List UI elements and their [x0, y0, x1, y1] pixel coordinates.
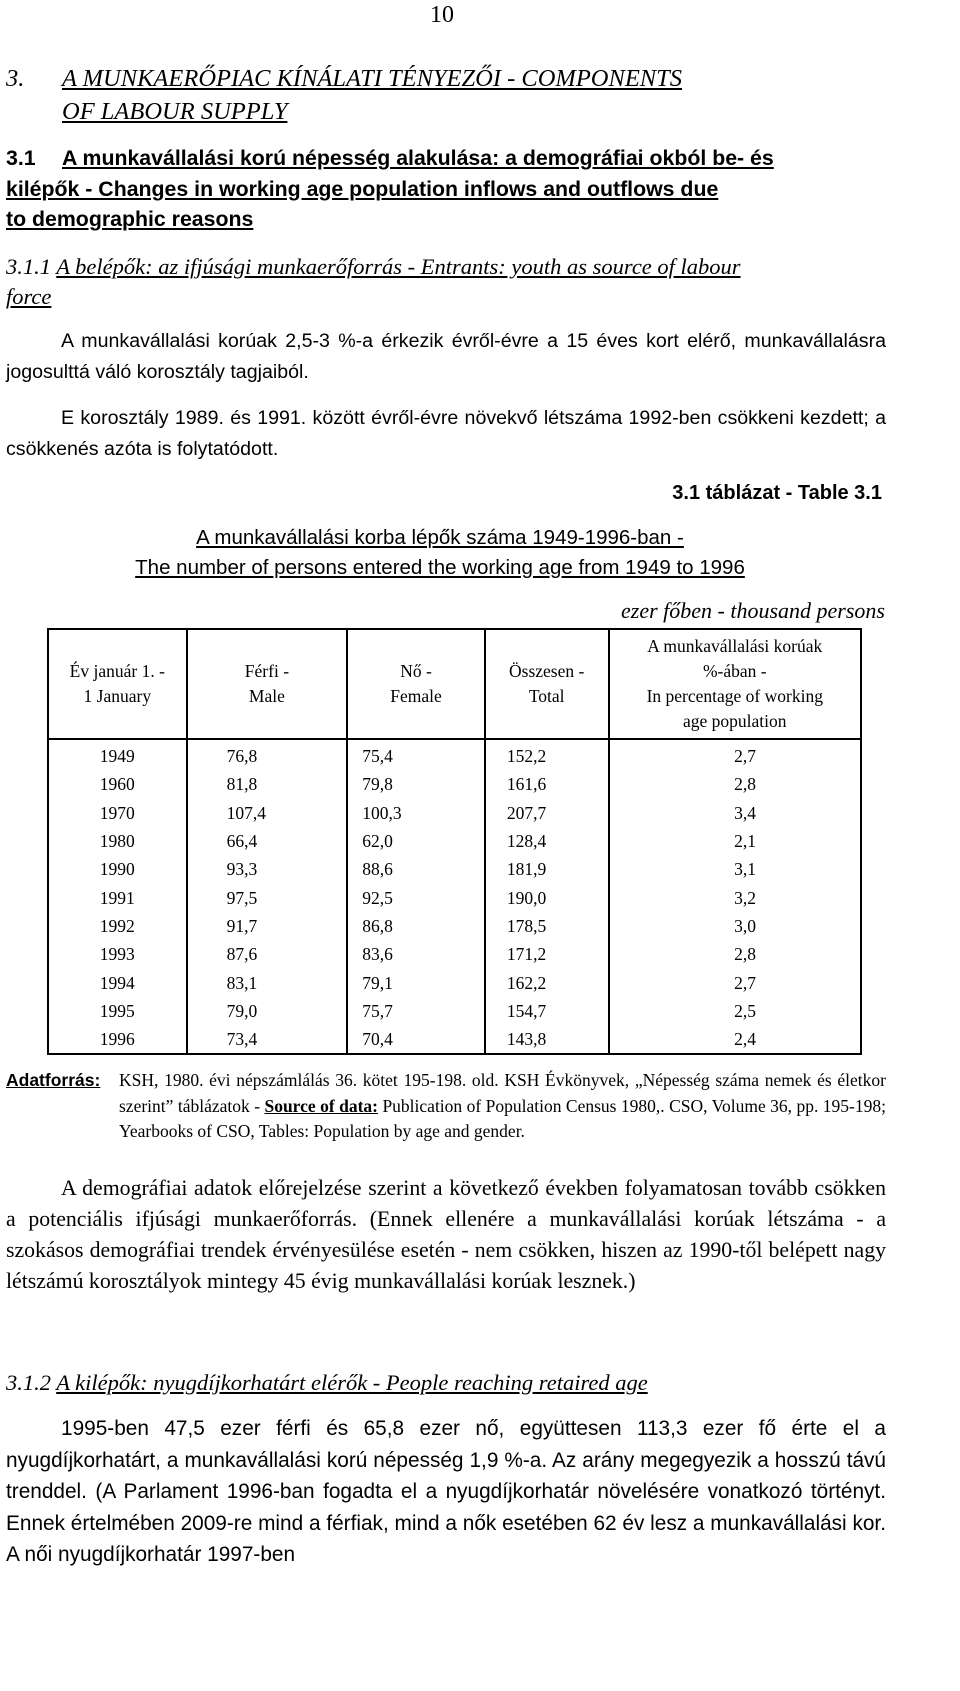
cell-percentage: 3,2: [609, 883, 861, 911]
table-row: [48, 799, 861, 827]
section-title: A MUNKAERŐPIAC KÍNÁLATI TÉNYEZŐI - COMPONENTS OF LABOUR SUPPLY: [62, 65, 683, 125]
subsubsection-title: A belépők: az ifjúsági munkaerőforrás - Entrants: youth as source of labour: [56, 254, 741, 279]
cell-male: 81,8: [187, 770, 348, 798]
cell-total: 128,4: [485, 827, 609, 855]
table-label: 3.1 táblázat - Table 3.1: [672, 482, 882, 504]
cell-female: 83,6: [347, 940, 485, 968]
cell-percentage: 3,0: [609, 912, 861, 940]
cell-male: 93,3: [187, 855, 348, 883]
cell-year: 1996: [48, 1025, 187, 1054]
table-unit: ezer főben - thousand persons: [621, 598, 885, 623]
table-row: [48, 1025, 861, 1054]
cell-percentage: 2,7: [609, 968, 861, 996]
paragraph-4: 1995-ben 47,5 ezer férfi és 65,8 ezer nő, együttesen 113,3 ezer fő érte el a nyugdíjkorhatárt, a munkavállalási korú népesség 1,9 %-a. Az arány megegyezik a hosszú távú trenddel. (A Parlament 1996-ban fogadta el a nyugdíjkorhatár növelésére vonatkozó történyt. Ennek értelmében 2009-re mind a férfiak, mind a nők esetében 62 év lesz a munkavállalási kor. A női nyugdíjkorhatár 1997-ben: [6, 1417, 886, 1566]
cell-year: 1992: [48, 912, 187, 940]
header-female: Nő - Female: [347, 629, 485, 739]
table-row: [48, 883, 861, 911]
table-body: [48, 739, 861, 1054]
cell-male: 97,5: [187, 883, 348, 911]
section-heading: [6, 62, 886, 125]
cell-year: 1994: [48, 968, 187, 996]
cell-year: 1995: [48, 997, 187, 1025]
cell-total: 162,2: [485, 968, 609, 996]
table-title: A munkavállalási korba lépők száma 1949-1996-ban - The number of persons entered the working age from 1949 to 1996: [135, 526, 745, 579]
cell-female: 79,8: [347, 770, 485, 798]
subsection-heading: [6, 143, 891, 235]
cell-female: 75,4: [347, 739, 485, 770]
subsection-title: A munkavállalási korú népesség alakulása: a demográfiai okból be- és kilépők - Changes in working age population inflows and outflows due to demographic reasons: [6, 146, 774, 231]
cell-male: 87,6: [187, 940, 348, 968]
data-source-note: [6, 1068, 886, 1145]
table-row: [48, 770, 861, 798]
table-row: [48, 968, 861, 996]
cell-female: 86,8: [347, 912, 485, 940]
subsubsection-number-2: 3.1.2: [6, 1370, 51, 1395]
paragraph-2: E korosztály 1989. és 1991. között évről-évre növekvő létszáma 1992-ben csökkeni kezdett; a csökkenés azóta is folytatódott.: [6, 407, 886, 460]
header-percentage: A munkavállalási korúak %-ában - In percentage of working age population: [609, 629, 861, 739]
cell-male: 73,4: [187, 1025, 348, 1054]
table-row: [48, 855, 861, 883]
cell-year: 1993: [48, 940, 187, 968]
cell-male: 91,7: [187, 912, 348, 940]
cell-year: 1991: [48, 883, 187, 911]
subsubsection-heading-2: [6, 1370, 896, 1396]
paragraph-3: A demográfiai adatok előrejelzése szerint a következő években folyamatosan tovább csökken a potenciális ifjúsági munkaerőforrás. (Ennek ellenére a munkavállalási korúak létszáma - a szokásos demográfiai trendek érvényesülése esetén - nem csökken, hiszen az 1990-től belépett nagy létszámú korosztályok mintegy 45 évig munkavállalási korúak lesznek.): [6, 1176, 886, 1293]
cell-total: 207,7: [485, 799, 609, 827]
cell-total: 190,0: [485, 883, 609, 911]
cell-percentage: 2,7: [609, 739, 861, 770]
cell-year: 1980: [48, 827, 187, 855]
cell-total: 154,7: [485, 997, 609, 1025]
cell-female: 75,7: [347, 997, 485, 1025]
table-row: [48, 912, 861, 940]
cell-percentage: 2,8: [609, 770, 861, 798]
cell-female: 92,5: [347, 883, 485, 911]
data-table: [47, 628, 862, 1055]
cell-male: 83,1: [187, 968, 348, 996]
cell-total: 152,2: [485, 739, 609, 770]
cell-female: 79,1: [347, 968, 485, 996]
subsubsection-heading: [6, 252, 896, 312]
cell-percentage: 2,4: [609, 1025, 861, 1054]
cell-percentage: 3,1: [609, 855, 861, 883]
section-number: 3.: [6, 65, 25, 92]
subsubsection-title-2: A kilépők: nyugdíjkorhatárt elérők - People reaching retaired age: [56, 1370, 648, 1395]
header-total: Összesen - Total: [485, 629, 609, 739]
cell-female: 88,6: [347, 855, 485, 883]
paragraph-1: A munkavállalási korúak 2,5-3 %-a érkezik évről-évre a 15 éves kort elérő, munkavállalásra jogosulttá váló korosztály tagjaiból.: [6, 330, 886, 383]
cell-male: 107,4: [187, 799, 348, 827]
cell-percentage: 2,8: [609, 940, 861, 968]
table-row: [48, 739, 861, 770]
cell-percentage: 2,1: [609, 827, 861, 855]
cell-male: 76,8: [187, 739, 348, 770]
cell-female: 62,0: [347, 827, 485, 855]
table-row: [48, 940, 861, 968]
source-text: KSH, 1980. évi népszámlálás 36. kötet 195-198. old. KSH Évkönyvek, „Népesség száma nemek és életkor szerint” táblázatok - Source of data: Publication of Population Census 1980,. CSO, Volume 36, pp. 195-198; Yearbooks of CSO, Tables: Population by age and gender.: [119, 1070, 886, 1141]
cell-total: 171,2: [485, 940, 609, 968]
header-male: Férfi - Male: [187, 629, 348, 739]
cell-male: 66,4: [187, 827, 348, 855]
cell-percentage: 2,5: [609, 997, 861, 1025]
cell-year: 1949: [48, 739, 187, 770]
cell-total: 181,9: [485, 855, 609, 883]
header-year: Év január 1. - 1 January: [48, 629, 187, 739]
source-label: Adatforrás:: [6, 1070, 101, 1090]
cell-total: 143,8: [485, 1025, 609, 1054]
subsubsection-number: 3.1.1: [6, 254, 51, 279]
cell-total: 178,5: [485, 912, 609, 940]
subsubsection-title-cont: force: [6, 284, 52, 309]
cell-total: 161,6: [485, 770, 609, 798]
table-row: [48, 997, 861, 1025]
cell-female: 70,4: [347, 1025, 485, 1054]
cell-year: 1990: [48, 855, 187, 883]
source-of-data-label: Source of data:: [264, 1095, 379, 1116]
cell-year: 1970: [48, 799, 187, 827]
cell-male: 79,0: [187, 997, 348, 1025]
cell-female: 100,3: [347, 799, 485, 827]
page-number: 10: [430, 2, 454, 28]
cell-year: 1960: [48, 770, 187, 798]
subsection-number: 3.1: [6, 146, 36, 170]
table-header-row: [48, 629, 861, 739]
table-row: [48, 827, 861, 855]
cell-percentage: 3,4: [609, 799, 861, 827]
